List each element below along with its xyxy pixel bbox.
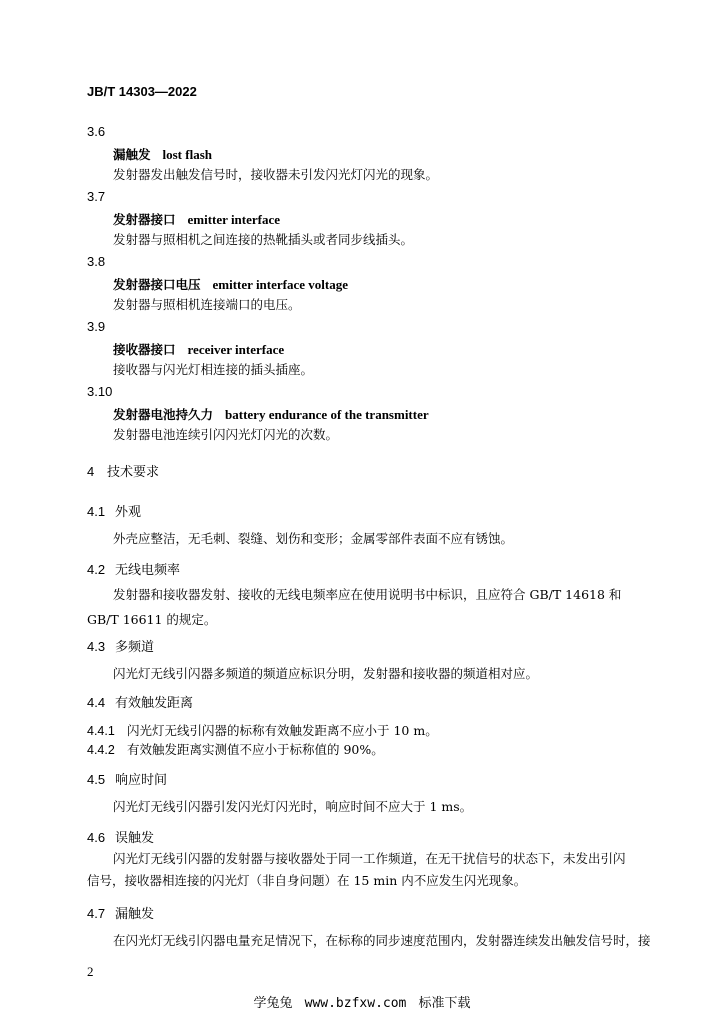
term-number: 3.10 [87, 384, 113, 399]
subclause-text: 闪光灯无线引闪器的标称有效触发距离不应小于 10 m。 [127, 723, 438, 738]
section-number: 4.4 [87, 695, 106, 710]
subclause [87, 721, 438, 739]
chapter-title: 技术要求 [107, 465, 160, 480]
section-text: 发射器和接收器发射、接收的无线电频率应在使用说明书中标识，且应符合 GB/T 14618 和 GB/T 16611 的规定。 [87, 587, 622, 627]
term-zh: 发射器电池持久力 [113, 407, 214, 422]
term-zh: 发射器接口电压 [113, 277, 201, 292]
section-title: 无线电频率 [115, 563, 181, 578]
section-title: 多频道 [115, 640, 155, 655]
term-en: receiver interface [187, 342, 285, 357]
footer-tagline: 标准下载 [418, 996, 471, 1011]
term-number: 3.8 [87, 254, 106, 269]
footer-site-name: 学兔兔 [253, 996, 293, 1011]
section-heading [87, 501, 141, 520]
section-number: 4.2 [87, 562, 106, 577]
term-heading [113, 340, 284, 358]
term-en: emitter interface voltage [212, 277, 348, 292]
section-text: 闪光灯无线引闪器的发射器与接收器处于同一工作频道，在无干扰信号的状态下，未发出引闪信号，接收器相连接的闪光灯（非自身问题）在 15 min 内不应发生闪光现象。 [87, 851, 626, 888]
term-definition: 发射器与照相机连接端口的电压。 [113, 297, 301, 312]
section-title: 有效触发距离 [115, 696, 194, 711]
term-en: battery endurance of the transmitter [225, 407, 429, 422]
section-heading [87, 636, 154, 655]
section-heading [87, 559, 180, 578]
section-number: 4.5 [87, 772, 106, 787]
section-title: 外观 [115, 505, 142, 520]
section-heading [87, 692, 193, 711]
section-text: 闪光灯无线引闪器引发闪光灯闪光时，响应时间不应大于 1 ms。 [113, 799, 473, 814]
term-heading [113, 405, 429, 423]
section-number: 4.7 [87, 906, 106, 921]
section-text: 外壳应整洁，无毛刺、裂缝、划伤和变形；金属零部件表面不应有锈蚀。 [113, 531, 514, 546]
term-heading [113, 275, 348, 293]
term-number: 3.7 [87, 189, 106, 204]
section-text: 闪光灯无线引闪器多频道的频道应标识分明，发射器和接收器的频道相对应。 [113, 666, 539, 681]
section-title: 响应时间 [115, 773, 168, 788]
standard-number-header: JB/T 14303—2022 [87, 84, 197, 99]
subclause-text: 有效触发距离实测值不应小于标称值的 90%。 [127, 742, 384, 757]
footer-banner [0, 992, 724, 1011]
subclause-number: 4.4.1 [87, 724, 115, 738]
term-heading [113, 210, 280, 228]
chapter-heading [87, 461, 159, 480]
term-definition: 发射器电池连续引闪闪光灯闪光的次数。 [113, 427, 339, 442]
subclause [87, 740, 384, 758]
term-number: 3.6 [87, 124, 106, 139]
page-number: 2 [87, 964, 94, 979]
section-number: 4.3 [87, 639, 106, 654]
section-text: 在闪光灯无线引闪器电量充足情况下，在标称的同步速度范围内，发射器连续发出触发信号时，接 [113, 933, 651, 948]
term-zh: 发射器接口 [113, 212, 176, 227]
section-heading [87, 769, 167, 788]
section-heading [87, 903, 154, 922]
term-definition: 接收器与闪光灯相连接的插头插座。 [113, 362, 314, 377]
term-zh: 漏触发 [113, 147, 151, 162]
section-number: 4.1 [87, 504, 106, 519]
chapter-number: 4 [87, 464, 95, 479]
term-definition: 发射器发出触发信号时，接收器未引发闪光灯闪光的现象。 [113, 167, 439, 182]
section-heading [87, 827, 154, 846]
subclause-number: 4.4.2 [87, 743, 115, 757]
term-en: lost flash [162, 147, 212, 162]
footer-url[interactable]: www.bzfxw.com [304, 996, 407, 1011]
term-zh: 接收器接口 [113, 342, 176, 357]
term-definition: 发射器与照相机之间连接的热靴插头或者同步线插头。 [113, 232, 414, 247]
term-number: 3.9 [87, 319, 106, 334]
term-heading [113, 145, 212, 163]
term-en: emitter interface [187, 212, 281, 227]
section-number: 4.6 [87, 830, 106, 845]
section-title: 漏触发 [115, 907, 155, 922]
section-title: 误触发 [115, 831, 155, 846]
